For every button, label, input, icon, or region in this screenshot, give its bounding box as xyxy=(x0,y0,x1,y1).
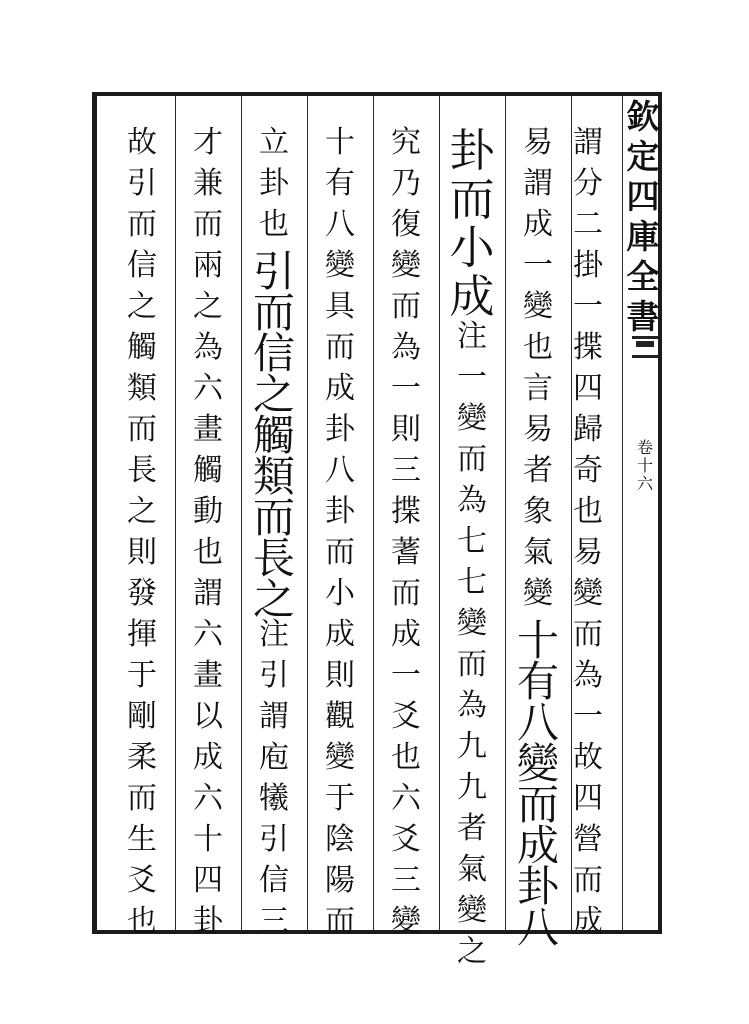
text-char: 兼 xyxy=(193,166,223,201)
text-char: 于 xyxy=(325,781,355,816)
text-char: 謂 xyxy=(523,166,553,201)
text-char: 成 xyxy=(325,371,355,406)
text-char: 觸 xyxy=(252,411,295,460)
text-char: 六 xyxy=(193,617,223,652)
text-char: 發 xyxy=(127,576,157,611)
text-char: 也 xyxy=(391,740,421,775)
text-char: 類 xyxy=(127,371,157,406)
text-char: 陰 xyxy=(325,822,355,857)
text-column-8 xyxy=(118,125,166,948)
margin-volume xyxy=(630,440,660,494)
text-char: 而 xyxy=(325,330,355,365)
text-char: 四 xyxy=(573,781,603,816)
column-rule xyxy=(439,96,440,930)
margin-volume-char: 十 xyxy=(636,456,653,475)
text-char: 八 xyxy=(325,207,355,242)
text-char: 庖 xyxy=(259,740,289,775)
text-char: 也 xyxy=(523,330,553,365)
text-char: 二 xyxy=(573,207,603,242)
text-char: 一 xyxy=(573,699,603,734)
text-char: 為 xyxy=(457,688,487,723)
text-char: 一 xyxy=(391,658,421,693)
text-char: 九 xyxy=(457,770,487,805)
margin-title xyxy=(624,97,662,340)
main-text-run xyxy=(516,616,559,952)
text-char: 究 xyxy=(391,125,421,160)
text-char: 乃 xyxy=(391,166,421,201)
text-char: 動 xyxy=(193,494,223,529)
column-rule xyxy=(373,96,374,930)
text-char: 有 xyxy=(516,657,559,706)
text-char: 營 xyxy=(573,822,603,857)
text-char: 之 xyxy=(252,370,295,419)
text-char: 而 xyxy=(193,207,223,242)
text-char: 才 xyxy=(193,125,223,160)
text-char: 變 xyxy=(457,893,487,928)
text-char: 變 xyxy=(391,248,421,283)
text-char: 三 xyxy=(391,453,421,488)
text-char: 故 xyxy=(573,740,603,775)
text-char: 復 xyxy=(391,207,421,242)
margin-title-char: 全 xyxy=(626,257,660,296)
text-char: 揲 xyxy=(573,330,603,365)
text-char: 類 xyxy=(252,452,295,501)
text-column-6 xyxy=(250,125,298,948)
text-char: 也 xyxy=(573,494,603,529)
text-char: 信 xyxy=(252,329,295,378)
text-char: 而 xyxy=(252,288,295,337)
text-char: 者 xyxy=(523,453,553,488)
margin-title-char: 書 xyxy=(626,297,660,336)
text-char: 注 xyxy=(457,319,487,354)
text-char: 謂 xyxy=(193,576,223,611)
text-char: 卦 xyxy=(259,166,289,201)
text-char: 引 xyxy=(259,658,289,693)
text-char: 而 xyxy=(325,904,355,939)
margin-volume-char: 卷 xyxy=(636,438,653,457)
text-char: 九 xyxy=(457,729,487,764)
text-char: 揲 xyxy=(391,494,421,529)
text-char: 卦 xyxy=(193,904,223,939)
text-char: 易 xyxy=(523,412,553,447)
text-char: 變 xyxy=(457,606,487,641)
text-char: 長 xyxy=(127,453,157,488)
text-char: 信 xyxy=(127,248,157,283)
text-char: 十 xyxy=(516,616,559,665)
text-char: 柔 xyxy=(127,740,157,775)
text-char: 十 xyxy=(325,125,355,160)
text-char: 而 xyxy=(127,207,157,242)
text-char: 變 xyxy=(523,289,553,324)
text-char: 奇 xyxy=(573,453,603,488)
text-char: 爻 xyxy=(391,822,421,857)
main-text-run xyxy=(449,124,495,323)
text-char: 兩 xyxy=(193,248,223,283)
text-char: 為 xyxy=(573,658,603,693)
text-column-3 xyxy=(448,124,496,978)
text-char: 也 xyxy=(127,904,157,939)
text-char: 之 xyxy=(252,575,295,624)
text-char: 成 xyxy=(325,617,355,652)
text-char: 四 xyxy=(193,863,223,898)
text-char: 十 xyxy=(193,822,223,857)
text-char: 而 xyxy=(252,493,295,542)
text-char: 易 xyxy=(523,125,553,160)
text-char: 而 xyxy=(391,289,421,324)
text-char: 引 xyxy=(252,247,295,296)
text-char: 小 xyxy=(449,221,495,274)
column-rule xyxy=(241,96,242,930)
text-char: 變 xyxy=(523,576,553,611)
text-char: 立 xyxy=(259,125,289,160)
text-char: 七 xyxy=(457,565,487,600)
text-char: 一 xyxy=(523,248,553,283)
text-char: 成 xyxy=(573,904,603,939)
text-char: 謂 xyxy=(573,125,603,160)
text-char: 生 xyxy=(127,822,157,857)
text-char: 成 xyxy=(449,269,495,323)
text-column-2 xyxy=(514,125,562,952)
text-char: 卦 xyxy=(325,494,355,529)
text-char: 而 xyxy=(573,617,603,652)
text-char: 畫 xyxy=(193,412,223,447)
text-char: 之 xyxy=(127,289,157,324)
commentary-run xyxy=(259,125,289,251)
text-char: 變 xyxy=(457,401,487,436)
text-char: 之 xyxy=(127,494,157,529)
text-char: 則 xyxy=(391,412,421,447)
text-char: 六 xyxy=(391,781,421,816)
text-char: 則 xyxy=(127,535,157,570)
text-char: 一 xyxy=(391,371,421,406)
text-char: 蓍 xyxy=(391,535,421,570)
text-char: 為 xyxy=(391,330,421,365)
text-char: 七 xyxy=(457,524,487,559)
text-char: 于 xyxy=(127,658,157,693)
text-char: 而 xyxy=(325,535,355,570)
text-char: 變 xyxy=(325,248,355,283)
text-char: 為 xyxy=(193,330,223,365)
text-char: 也 xyxy=(193,535,223,570)
text-char: 變 xyxy=(573,576,603,611)
text-column-7 xyxy=(184,125,232,948)
text-char: 氣 xyxy=(457,852,487,887)
commentary-run xyxy=(523,125,553,620)
text-char: 卦 xyxy=(449,124,495,177)
column-rule xyxy=(175,96,176,930)
column-rule xyxy=(307,96,308,930)
text-char: 分 xyxy=(573,166,603,201)
text-char: 引 xyxy=(259,822,289,857)
text-column-4 xyxy=(382,125,430,948)
text-char: 歸 xyxy=(573,412,603,447)
text-char: 而 xyxy=(449,172,495,226)
column-rule xyxy=(505,96,506,930)
text-char: 六 xyxy=(193,781,223,816)
text-char: 而 xyxy=(391,576,421,611)
text-char: 引 xyxy=(127,166,157,201)
text-char: 而 xyxy=(573,863,603,898)
text-char: 小 xyxy=(325,576,355,611)
text-char: 為 xyxy=(457,483,487,518)
text-char: 成 xyxy=(391,617,421,652)
text-char: 觀 xyxy=(325,699,355,734)
text-char: 有 xyxy=(325,166,355,201)
text-char: 氣 xyxy=(523,535,553,570)
text-char: 以 xyxy=(193,699,223,734)
text-char: 之 xyxy=(457,934,487,969)
text-char: 者 xyxy=(457,811,487,846)
commentary-run xyxy=(259,617,289,948)
text-char: 八 xyxy=(516,698,559,747)
text-char: 象 xyxy=(523,494,553,529)
text-char: 六 xyxy=(193,371,223,406)
text-char: 信 xyxy=(259,863,289,898)
text-char: 成 xyxy=(193,740,223,775)
text-char: 也 xyxy=(259,207,289,242)
text-char: 長 xyxy=(252,534,295,583)
text-char: 剛 xyxy=(127,699,157,734)
text-char: 三 xyxy=(259,904,289,939)
text-char: 注 xyxy=(259,617,289,652)
text-char: 三 xyxy=(391,863,421,898)
text-char: 而 xyxy=(457,647,487,682)
text-char: 爻 xyxy=(127,863,157,898)
fish-tail-mark xyxy=(632,336,658,358)
text-char: 一 xyxy=(457,360,487,395)
text-char: 變 xyxy=(325,740,355,775)
margin-volume-char: 六 xyxy=(636,474,653,493)
text-char: 謂 xyxy=(259,699,289,734)
text-column-1 xyxy=(564,125,612,948)
text-char: 爻 xyxy=(391,699,421,734)
text-char: 變 xyxy=(516,739,559,788)
text-char: 八 xyxy=(325,453,355,488)
text-char: 變 xyxy=(391,904,421,939)
text-char: 成 xyxy=(516,821,559,870)
text-char: 犧 xyxy=(259,781,289,816)
text-char: 而 xyxy=(127,781,157,816)
text-char: 成 xyxy=(523,207,553,242)
text-char: 卦 xyxy=(325,412,355,447)
text-char: 觸 xyxy=(193,453,223,488)
text-char: 陽 xyxy=(325,863,355,898)
main-text-run xyxy=(252,247,295,624)
margin-title-char: 欽 xyxy=(626,97,660,136)
margin-title-char: 庫 xyxy=(626,217,660,256)
text-char: 揮 xyxy=(127,617,157,652)
text-char: 四 xyxy=(573,371,603,406)
text-char: 易 xyxy=(573,535,603,570)
text-char: 之 xyxy=(193,289,223,324)
text-char: 則 xyxy=(325,658,355,693)
margin-title-char: 四 xyxy=(626,177,660,216)
margin-title-char: 定 xyxy=(626,137,660,176)
text-char: 言 xyxy=(523,371,553,406)
text-char: 一 xyxy=(573,289,603,324)
text-column-5 xyxy=(316,125,364,948)
text-char: 而 xyxy=(127,412,157,447)
text-char: 具 xyxy=(325,289,355,324)
text-char: 畫 xyxy=(193,658,223,693)
text-char: 八 xyxy=(516,903,559,952)
commentary-run xyxy=(457,319,487,978)
text-char: 觸 xyxy=(127,330,157,365)
text-char: 故 xyxy=(127,125,157,160)
text-char: 而 xyxy=(457,442,487,477)
text-char: 卦 xyxy=(516,862,559,911)
text-char: 掛 xyxy=(573,248,603,283)
text-char: 而 xyxy=(516,780,559,829)
